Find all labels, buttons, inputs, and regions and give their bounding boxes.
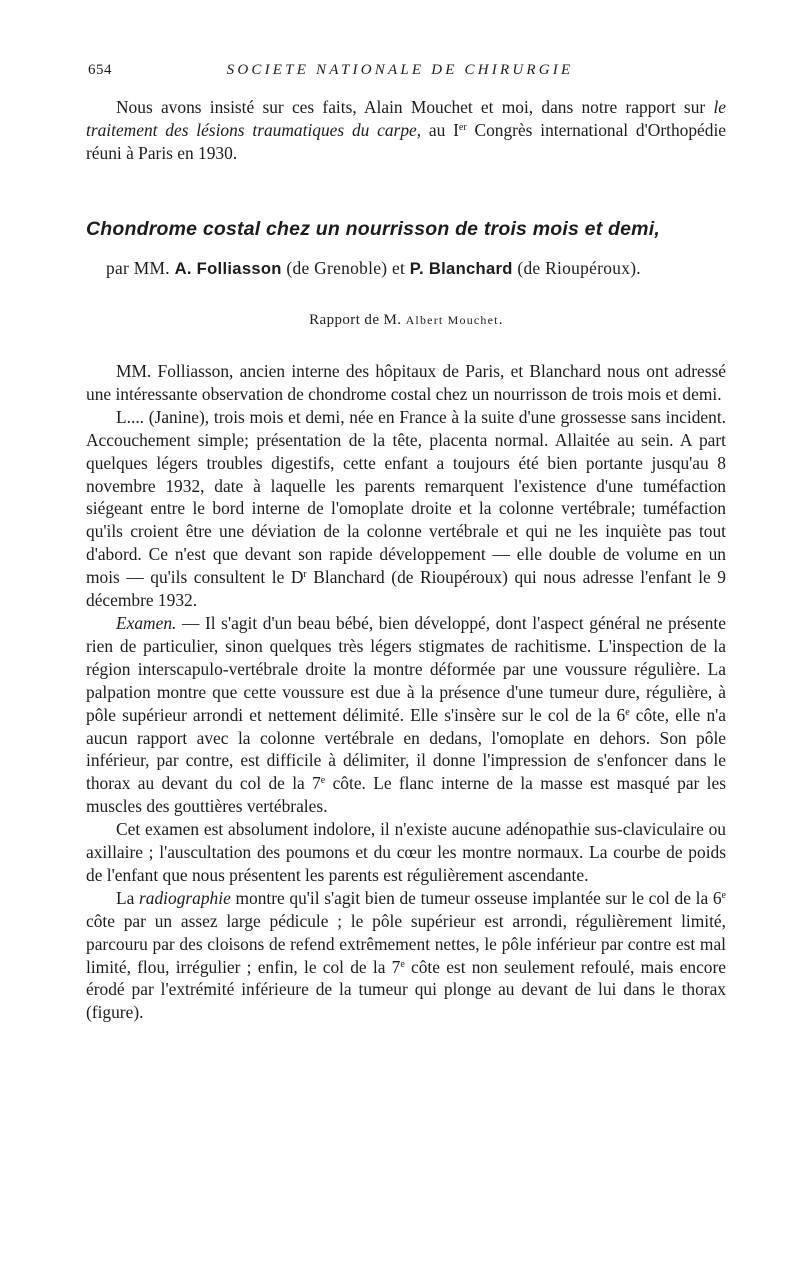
- p2-text-a: L.... (Janine), trois mois et demi, née en France à la suite d'une grossesse sans incident. Accouchement simple; présentation de la tête, placenta normal. Allaitée au sein. A part quelques légers troubles digestifs, cette enfant a toujours été bien portante jusqu'au 8 novembre 1932, date à laquelle les parents remarquent l'existence d'une tuméfaction siégeant entre le bord interne de l'omoplate droite et la colonne vertébrale; tuméfaction qu'ils croient être une déviation de la colonne vertébrale et qui ne les inquiète pas tout d'abord. Ce n'est que devant son rapide développement — elle double de volume en un mois — qu'ils consultent le D: [86, 406, 726, 588]
- p5-text-a: montre qu'il s'agit bien de tumeur osseuse implantée sur le col de la 6: [230, 887, 722, 908]
- body-paragraph-1: MM. Folliasson, ancien interne des hôpitaux de Paris, et Blanchard nous ont adressé une intéressante observation de chondrome costal chez un nourrisson de trois mois et demi.: [86, 361, 726, 404]
- p5-prefix: La: [116, 887, 140, 908]
- authors-prefix: par MM.: [106, 258, 175, 278]
- examen-label: Examen.: [116, 612, 177, 633]
- p3-superscript-1: e: [625, 706, 630, 718]
- radiographie-term: radiographie: [139, 887, 231, 908]
- p5-superscript-1: e: [721, 889, 726, 901]
- page-number: 654: [88, 62, 112, 78]
- body-paragraph-2: [86, 406, 726, 612]
- running-title: SOCIETE NATIONALE DE CHIRURGIE: [226, 62, 574, 78]
- affiliation-grenoble: (de Grenoble) et: [281, 258, 410, 278]
- p5-text-b: côte par un assez large pédicule ; le pôle supérieur est arrondi, régulièrement limité, parcouru par des cloisons de refend extrêmement nettes, le pôle inférieur par contre est mal limité, flou, irrégulier ; enfin, le col de la 7: [86, 910, 726, 977]
- p3-superscript-2: e: [320, 775, 326, 787]
- running-header: [88, 62, 712, 86]
- intro-paragraph: [86, 96, 726, 165]
- ordinal-superscript: er: [458, 121, 467, 133]
- p2-superscript: r: [303, 569, 307, 581]
- article-body: [86, 360, 726, 1024]
- body-paragraph-3: [86, 612, 726, 818]
- p5-superscript-2: e: [400, 958, 405, 970]
- article-title: Chondrome costal chez un nourrisson de trois mois et demi,: [86, 218, 660, 240]
- body-paragraph-4: Cet examen est absolument indolore, il n'existe aucune adénopathie sus-claviculaire ou axillaire ; l'auscultation des poumons et du cœur les montre normaux. La courbe de poids de l'enfant que nous présentent les parents est régulièrement ascendante.: [86, 819, 726, 885]
- p3-text-a: — Il s'agit d'un beau bébé, bien développé, dont l'aspect général ne présente rien de particulier, sinon quelques très légers stigmates de rachitisme. L'inspection de la région interscapulo-vertébrale droite la montre déformée par une voussure régulière. La palpation montre que cette voussure est due à la présence d'une tumeur dure, régulière, à pôle supérieur arrondi et nettement délimité. Elle s'insère sur le col de la 6: [86, 612, 726, 725]
- p3-text-b: côte, elle n'a aucun rapport avec la colonne vertébrale en dedans, l'omoplate en dehors. Son pôle inférieur, par contre, est difficile à délimiter, il donne l'impression de s'enfoncer dans le thorax au devant du col de la 7: [86, 704, 726, 794]
- affiliation-riouperoux: (de Rioupéroux).: [512, 258, 641, 278]
- cited-report-title: le traitement des lésions traumatiques du carpe: [86, 97, 726, 140]
- report-suffix: .: [498, 312, 503, 328]
- intro-paragraph-block: [86, 96, 726, 165]
- report-byline: [86, 312, 726, 329]
- body-paragraph-5: [86, 887, 726, 1024]
- intro-text-middle: , au I: [416, 119, 459, 140]
- intro-text-start: Nous avons insisté sur ces faits, Alain Mouchet et moi, dans notre rapport sur: [116, 97, 714, 117]
- p2-text-b: Blanchard (de Rioupéroux) qui nous adresse l'enfant le 9 décembre 1932.: [86, 567, 726, 611]
- author-blanchard: P. Blanchard: [409, 259, 513, 278]
- article-authors: [106, 258, 726, 279]
- p5-text-c: côte est non seulement refoulé, mais encore érodé par l'extrémité inférieure de la tumeur qui plonge au devant de lui dans le thorax (figure).: [86, 956, 726, 1023]
- intro-text-end: Congrès international d'Orthopédie réuni à Paris en 1930.: [86, 119, 726, 163]
- report-author: Albert Mouchet: [405, 313, 499, 327]
- author-folliasson: A. Folliasson: [174, 259, 282, 278]
- report-prefix: Rapport de M.: [309, 312, 406, 328]
- p3-text-c: côte. Le flanc interne de la masse est masqué par les muscles des gouttières vertébrales.: [86, 773, 726, 817]
